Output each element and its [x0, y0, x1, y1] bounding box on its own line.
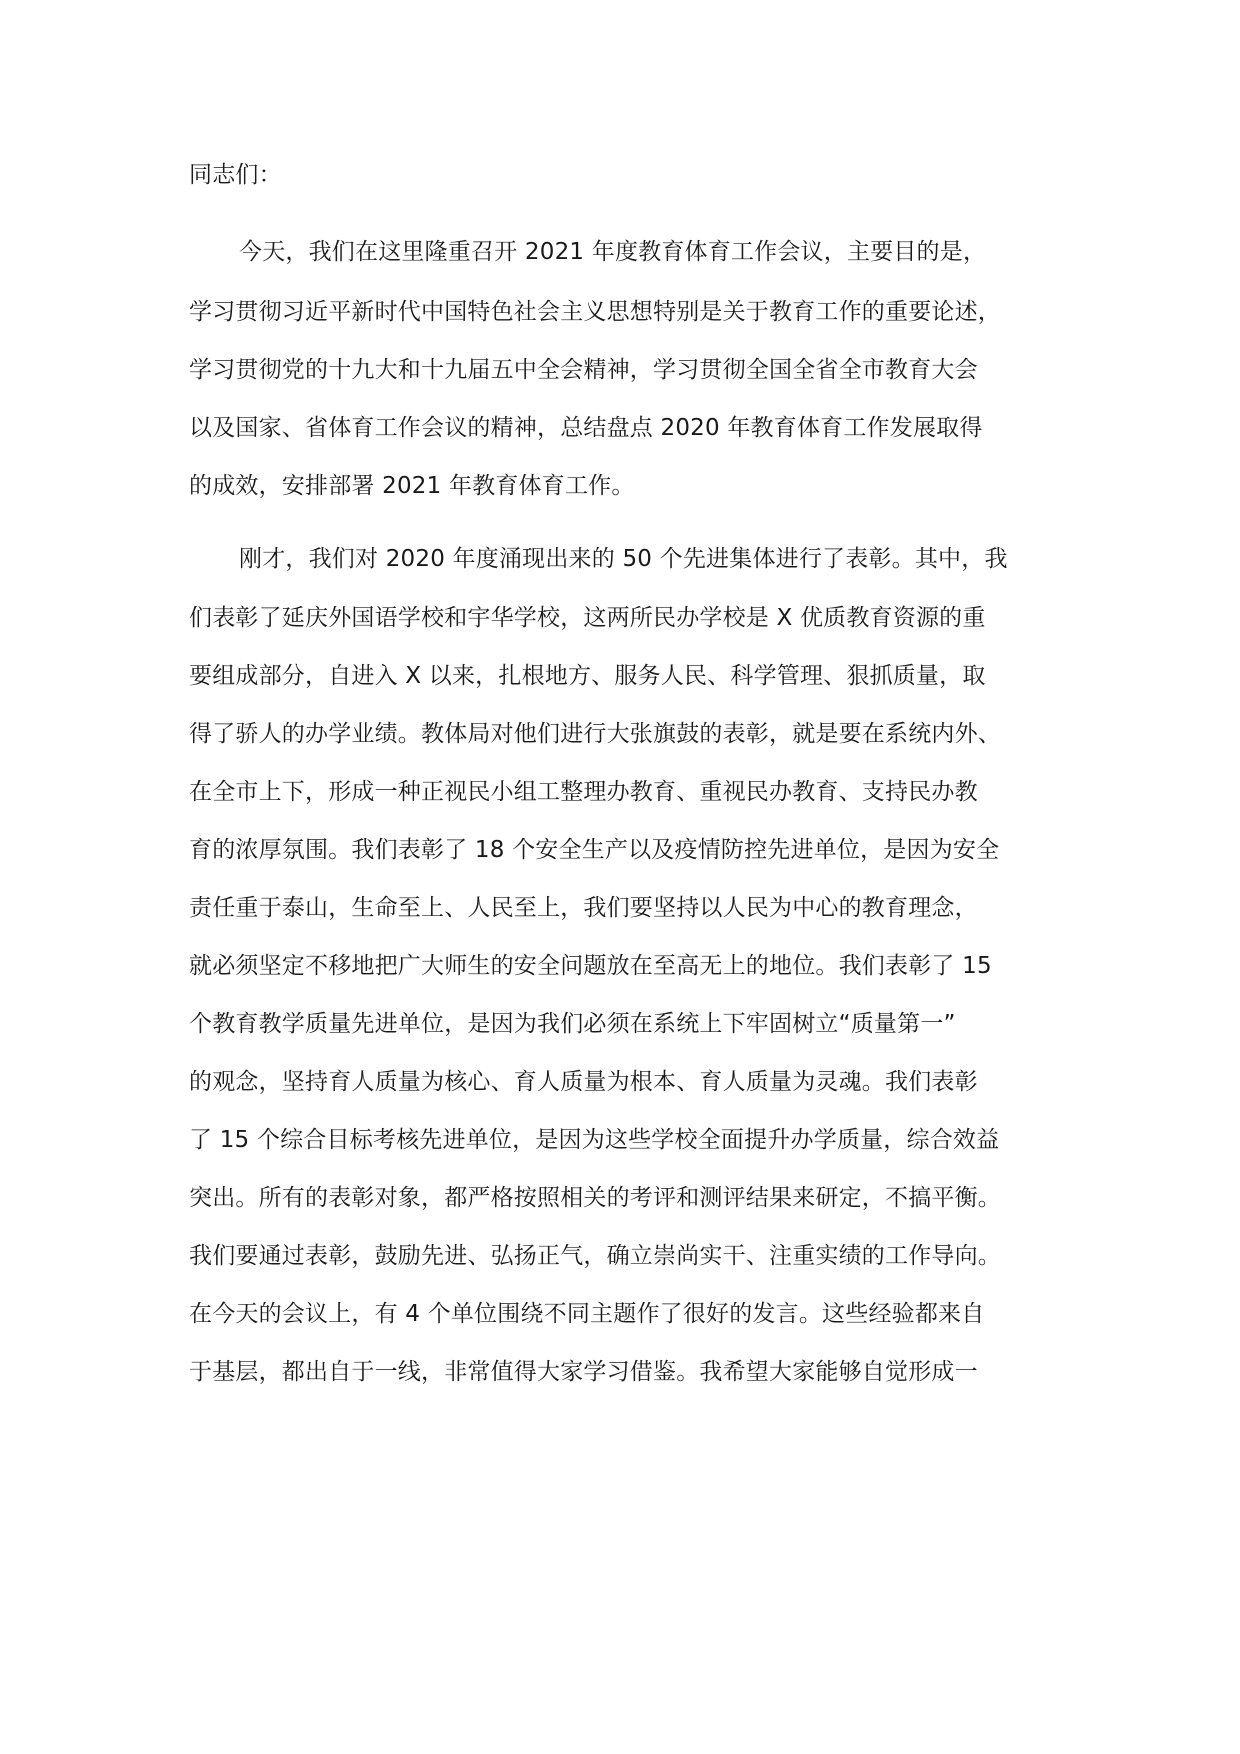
paragraph-line: 育的浓厚氛围。我们表彰了 18 个安全生产以及疫情防控先进单位，是因为安全: [189, 837, 1000, 863]
paragraph-line: 要组成部分，自进入 X 以来，扎根地方、服务人民、科学管理、狠抓质量，取: [189, 663, 986, 689]
paragraph-line: 们表彰了延庆外国语学校和宇华学校，这两所民办学校是 X 优质教育资源的重: [189, 605, 986, 631]
paragraph-line: 的成效，安排部署 2021 年教育体育工作。: [189, 473, 635, 499]
paragraph-line: 学习贯彻习近平新时代中国特色社会主义思想特别是关于教育工作的重要论述，: [189, 299, 1001, 325]
paragraph-line: 学习贯彻党的十九大和十九届五中全会精神，学习贯彻全国全省全市教育大会: [189, 357, 978, 383]
paragraph-line: 责任重于泰山，生命至上、人民至上，我们要坚持以人民为中心的教育理念，: [189, 895, 978, 921]
paragraph-line: 就必须坚定不移地把广大师生的安全问题放在至高无上的地位。我们表彰了 15: [189, 953, 992, 979]
paragraph-line: 我们要通过表彰，鼓励先进、弘扬正气，确立崇尚实干、注重实绩的工作导向。: [189, 1243, 1001, 1269]
salutation: 同志们：: [189, 162, 282, 188]
paragraph-line: 在今天的会议上，有 4 个单位围绕不同主题作了很好的发言。这些经验都来自: [189, 1301, 985, 1327]
paragraph-line: 突出。所有的表彰对象，都严格按照相关的考评和测评结果来研定，不搞平衡。: [189, 1185, 1001, 1211]
paragraph-line: 的观念，坚持育人质量为核心、育人质量为根本、育人质量为灵魂。我们表彰: [189, 1069, 978, 1095]
paragraph-line: 得了骄人的办学业绩。教体局对他们进行大张旗鼓的表彰，就是要在系统内外、: [189, 721, 1001, 747]
paragraph-line: 个教育教学质量先进单位，是因为我们必须在系统上下牢固树立“质量第一”: [189, 1011, 956, 1037]
paragraph-line: 以及国家、省体育工作会议的精神，总结盘点 2020 年教育体育工作发展取得: [189, 415, 983, 441]
paragraph-line: 刚才，我们对 2020 年度涌现出来的 50 个先进集体进行了表彰。其中，我: [239, 546, 1008, 572]
paragraph-line: 今天，我们在这里隆重召开 2021 年度教育体育工作会议，主要目的是，: [239, 239, 987, 265]
paragraph-line: 于基层，都出自于一线，非常值得大家学习借鉴。我希望大家能够自觉形成一: [189, 1359, 978, 1385]
paragraph-line: 在全市上下，形成一种正视民小组工整理办教育、重视民办教育、支持民办教: [189, 779, 978, 805]
paragraph-line: 了 15 个综合目标考核先进单位，是因为这些学校全面提升办学质量，综合效益: [189, 1127, 1000, 1153]
